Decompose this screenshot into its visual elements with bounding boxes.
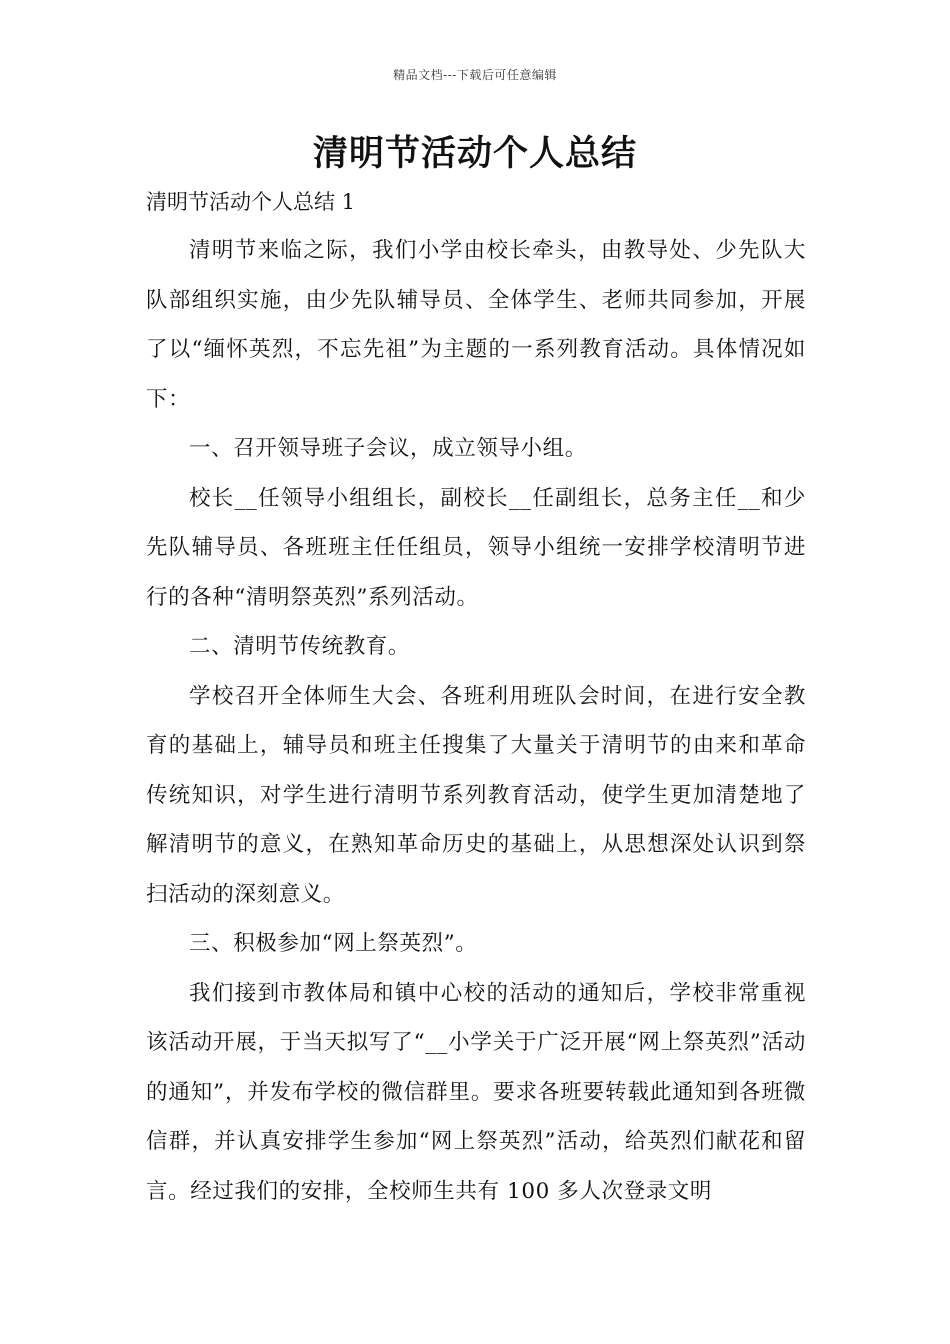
paragraph-heading-1: 一、召开领导班子会议，成立领导小组。 [189, 436, 587, 461]
document-title: 清明节活动个人总结 [312, 134, 637, 174]
paragraph-online: 我们接到市教体局和镇中心校的活动的通知后，学校非常重视该活动开展，于当天拟写了“__小学关于广泛开展“网上祭英烈”活动的通知”，并发布学校的微信群里。要求各班要转载此通知到各班微信群，并认真安排学生参加“网上祭英烈”活动，给英烈们献花和留言。经过我们的安排，全校师生共有 100 多人次登录文明 [146, 980, 806, 1204]
paragraph-heading-2: 二、清明节传统教育。 [189, 634, 411, 659]
paragraph-heading-3: 三、积极参加“网上祭英烈”。 [189, 931, 478, 956]
document-body [146, 226, 806, 1216]
paragraph-education: 学校召开全体师生大会、各班利用班队会时间，在进行安全教育的基础上，辅导员和班主任搜集了大量关于清明节的由来和革命传统知识，对学生进行清明节系列教育活动，使学生更加清楚地了解清明节的意义，在熟知革命历史的基础上，从思想深处认识到祭扫活动的深刻意义。 [146, 683, 806, 907]
paragraph-leadership: 校长__任领导小组组长，副校长__任副组长，总务主任__和少先队辅导员、各班班主任任组员，领导小组统一安排学校清明节进行的各种“清明祭英烈”系列活动。 [146, 485, 806, 610]
paragraph-intro: 清明节来临之际，我们小学由校长牵头，由教导处、少先队大队部组织实施，由少先队辅导员、全体学生、老师共同参加，开展了以“缅怀英烈，不忘先祖”为主题的一系列教育活动。具体情况如下： [146, 238, 806, 412]
section-subtitle: 清明节活动个人总结 1 [146, 190, 356, 214]
header-note: 精品文档---下载后可任意编辑 [393, 68, 557, 82]
